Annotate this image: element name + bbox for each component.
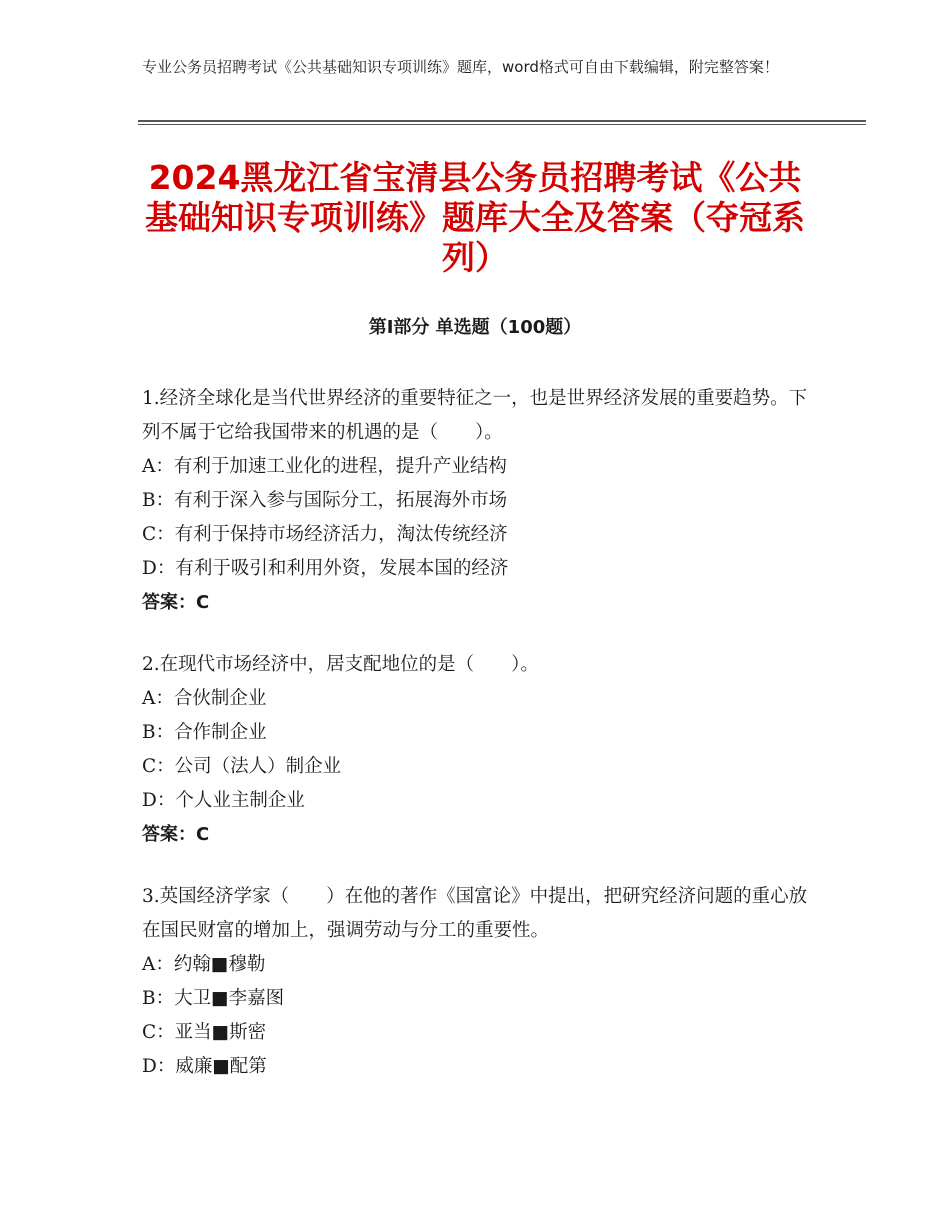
question-stem: 1.经济全球化是当代世界经济的重要特征之一，也是世界经济发展的重要趋势。下列不属于它给我国带来的机遇的是（ ）。 [142, 388, 808, 443]
option-c: C：公司（法人）制企业 [142, 756, 342, 777]
option-a: A：有利于加速工业化的进程，提升产业结构 [142, 456, 507, 477]
option-d: D：有利于吸引和利用外资，发展本国的经济 [142, 558, 509, 579]
option-c: C：有利于保持市场经济活力，淘汰传统经济 [142, 524, 508, 545]
question-1 [142, 382, 812, 620]
document-title: 2024黑龙江省宝清县公务员招聘考试《公共基础知识专项训练》题库大全及答案（夺冠系列） [145, 158, 805, 277]
option-b: B：有利于深入参与国际分工，拓展海外市场 [142, 490, 508, 511]
question-3 [142, 880, 812, 1084]
option-b: B：大卫■李嘉图 [142, 988, 285, 1009]
question-stem: 2.在现代市场经济中，居支配地位的是（ ）。 [142, 654, 539, 675]
header-divider-thick [138, 120, 866, 122]
option-d: D：个人业主制企业 [142, 790, 305, 811]
question-stem: 3.英国经济学家（ ）在他的著作《国富论》中提出，把研究经济问题的重心放在国民财富的增加上，强调劳动与分工的重要性。 [142, 886, 808, 941]
option-b: B：合作制企业 [142, 722, 267, 743]
header-divider-thin [138, 124, 866, 125]
option-a: A：约翰■穆勒 [142, 954, 266, 975]
answer: 答案：C [142, 592, 210, 613]
answer: 答案：C [142, 824, 210, 845]
option-c: C：亚当■斯密 [142, 1022, 267, 1043]
option-a: A：合伙制企业 [142, 688, 267, 709]
option-d: D：威廉■配第 [142, 1056, 267, 1077]
question-list [142, 382, 812, 1112]
header-note: 专业公务员招聘考试《公共基础知识专项训练》题库，word格式可自由下载编辑，附完整答案！ [142, 58, 779, 76]
question-2 [142, 648, 812, 852]
section-heading: 第I部分 单选题（100题） [368, 317, 582, 338]
